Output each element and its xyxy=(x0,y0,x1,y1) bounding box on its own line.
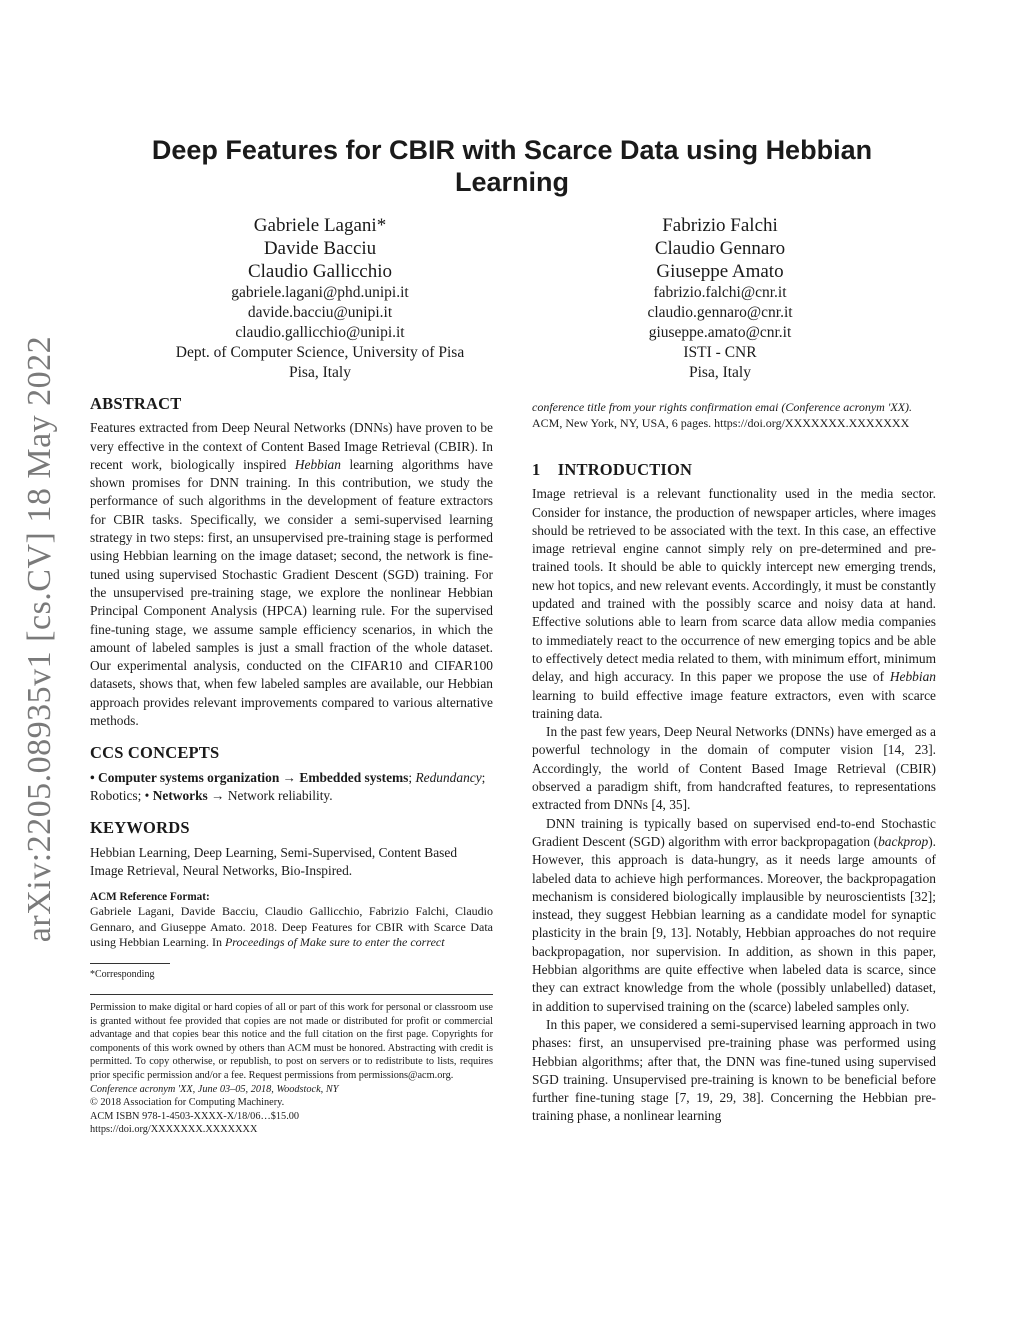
acm-ref-emphasis: Proceedings of Make sure to enter the correct xyxy=(224,935,445,950)
intro-paragraph-4: In this paper, we considered a semi-supervised learning approach in two phases: first, an unsupervised pre-training phase was performed using Hebbian algorithms; after that, the DNN was fine-tuned using supervised SGD training. Unsupervised pre-training is known to be beneficial before further fine-tuning stage [7, 19, 29, 38]. Concerning the Hebbian pre-training phase, a nonlinear learning xyxy=(532,1016,936,1124)
intro-emphasis: Hebbian xyxy=(889,669,936,685)
introduction-heading: 1 INTRODUCTION xyxy=(532,460,693,479)
author-email: claudio.gallicchio@unipi.it xyxy=(235,324,405,341)
author-email: gabriele.lagani@phd.unipi.it xyxy=(231,284,409,301)
acm-ref-continuation xyxy=(532,400,936,431)
intro-emphasis: backprop xyxy=(878,833,929,849)
intro-text-part: ). However, this approach is data-hungry, as it needs large amounts of labeled data to achieve high performances. Moreover, the backpropagation mechanism is considered biologically implausible by neuroscientists [32]; instead, they suggest Hebbian learning as a candidate model for synaptic plasticity in the brain [9, 13]. Notably, Hebbian approaches do not require backpropagation, nor supervision. In addition, as shown in this paper, Hebbian algorithms are quite effective when labeled data is scarce, since they can extract knowledge from the whole (possibly unlabelled) dataset, in addition to supervised training on the (scarce) labeled samples only. xyxy=(532,833,936,1014)
conference-line: Conference acronym 'XX, June 03–05, 2018, Woodstock, NY xyxy=(90,1083,339,1095)
acm-ref-part: Gabriele Lagani, Davide Bacciu, Claudio Gallicchio, Fabrizio Falchi, Claudio Gennaro, and Giuseppe Amato. 2018. Deep Features for CBIR with Scarce Data using Hebbian Learning. In xyxy=(90,904,493,950)
abstract-text xyxy=(90,419,493,730)
ccs-part: Embedded systems xyxy=(299,769,409,785)
copyright-line: © 2018 Association for Computing Machinery. xyxy=(90,1097,285,1109)
intro-text-part: learning to build effective image feature extractors, even with scarce training data. xyxy=(532,687,936,721)
author-name: Claudio Gennaro xyxy=(654,238,786,259)
right-column xyxy=(532,400,936,1126)
keywords-text: Hebbian Learning, Deep Learning, Semi-Supervised, Content Based Image Retrieval, Neural Networks, Bio-Inspired. xyxy=(90,844,458,878)
left-column xyxy=(90,395,493,1137)
acm-ref-text xyxy=(90,904,493,951)
abstract-heading: ABSTRACT xyxy=(90,394,182,413)
authors-block-left xyxy=(140,214,500,383)
ccs-text xyxy=(90,769,493,806)
intro-paragraph-1 xyxy=(532,485,936,723)
author-name: Claudio Gallicchio xyxy=(247,261,393,282)
footnote-rule xyxy=(90,963,170,964)
abstract-emphasis: Hebbian xyxy=(294,456,341,472)
footnote: *Corresponding xyxy=(90,968,155,980)
ccs-part: → Network reliability. xyxy=(207,787,333,803)
ccs-part: • Computer systems organization xyxy=(90,769,280,785)
acm-ref-part: ACM, New York, NY, USA, 6 pages. https://doi.org/XXXXXXX.XXXXXXX xyxy=(532,415,910,430)
doi-line: https://doi.org/XXXXXXX.XXXXXXX xyxy=(90,1124,258,1136)
author-email: davide.bacciu@unipi.it xyxy=(247,304,393,321)
intro-text-part: Image retrieval is a relevant functionality used in the media sector. Consider for instance, the production of newspaper articles, where images should be retrieved to be associated with the text. In this case, an effective image retrieval engine cannot simply rely on pre-determined and pre-trained tools. It should be able to quickly intercept new emerging trends, new hot topics, and new relevant events. Accordingly, it must be constantly updated and trained with the possibly scarce and noisy data at hand. Effective solutions able to learn from scarce data allow media companies to immediately react to the occurrence of new emerging topics and be able to effectively detect media related to them, with minimum effort, minimum delay, and high accuracy. In this paper we propose the use of xyxy=(532,486,936,685)
keywords-heading: KEYWORDS xyxy=(90,818,190,838)
arxiv-identifier: arXiv:2205.08935v1 [cs.CV] 18 May 2022 xyxy=(21,335,58,943)
ccs-part: ; Robotics; • xyxy=(90,769,486,803)
authors-block-right xyxy=(570,214,870,383)
author-email: claudio.gennaro@cnr.it xyxy=(647,304,793,321)
acm-ref-heading: ACM Reference Format: xyxy=(90,891,210,904)
author-email: giuseppe.amato@cnr.it xyxy=(648,324,792,341)
author-affiliation: Dept. of Computer Science, University of Pisa xyxy=(175,344,465,361)
ccs-part: ; xyxy=(408,769,416,785)
ccs-part: Redundancy xyxy=(415,769,482,785)
author-name: Fabrizio Falchi xyxy=(662,215,778,236)
author-location: Pisa, Italy xyxy=(689,364,751,381)
permission-rule xyxy=(90,994,493,995)
intro-paragraph-2: In the past few years, Deep Neural Networks (DNNs) have emerged as a powerful technology in the domain of computer vision [14, 23]. Accordingly, the world of Content Based Image Retrieval (CBIR) observed a paradigm shift, from handcrafted features, to representations extracted from DNNs [4, 35]. xyxy=(532,724,936,813)
abstract-text-part: learning algorithms have shown promises for DNN training. In this contribution, we study the performance of such algorithms in the development of feature extractors for CBIR tasks. Specifically, we consider a semi-supervised learning strategy in two steps: first, an unsupervised pre-training stage is performed using Hebbian learning on the image dataset; second, the network is fine-tuned using supervised Stochastic Gradient Descent (SGD) training. For the unsupervised pre-training stage, we explore the nonlinear Hebbian Principal Component Analysis (HPCA) learning rule. For the supervised fine-tuning stage, we assume sample efficiency scenarios, in which the amount of labeled samples is just a small fraction of the whole dataset. Our experimental analysis, conducted on the CIFAR10 and CIFAR100 datasets, shows that, when few labeled samples are available, our Hebbian approach provides relevant improvements compared to various alternative methods. xyxy=(90,456,493,729)
author-name: Gabriele Lagani* xyxy=(253,215,387,236)
intro-text-part: DNN training is typically based on supervised end-to-end Stochastic Gradient Descent (SGD) algorithm with error backpropagation ( xyxy=(532,815,936,849)
author-location: Pisa, Italy xyxy=(289,364,351,381)
author-affiliation: ISTI - CNR xyxy=(683,344,757,361)
ccs-heading: CCS CONCEPTS xyxy=(90,743,220,763)
intro-paragraph-3 xyxy=(532,815,936,1016)
author-name: Davide Bacciu xyxy=(263,238,377,259)
permission-notice: Permission to make digital or hard copies of all or part of this work for personal or classroom use is granted without fee provided that copies are not made or distributed for profit or commercial advantage and that copies bear this notice and the full citation on the first page. Copyrights for components of this work owned by others than ACM must be honored. Abstracting with credit is permitted. To copy otherwise, or republish, to post on servers or to redistribute to lists, requires prior specific permission and/or a fee. Request permissions from permissions@acm.org. xyxy=(90,1002,493,1081)
ccs-part: Networks xyxy=(152,787,208,803)
ccs-part: → xyxy=(279,769,300,785)
author-name: Giuseppe Amato xyxy=(656,261,784,282)
author-email: fabrizio.falchi@cnr.it xyxy=(653,284,787,301)
paper-title: Deep Features for CBIR with Scarce Data using Hebbian Learning xyxy=(151,135,873,197)
abstract-text-part: Features extracted from Deep Neural Networks (DNNs) have proven to be very effective in the context of Content Based Image Retrieval (CBIR). In recent work, biologically inspired xyxy=(90,420,493,472)
acm-ref-emphasis: conference title from your rights confirmation emai (Conference acronym 'XX). xyxy=(532,400,913,414)
isbn-line: ACM ISBN 978-1-4503-XXXX-X/18/06…$15.00 xyxy=(90,1110,300,1122)
